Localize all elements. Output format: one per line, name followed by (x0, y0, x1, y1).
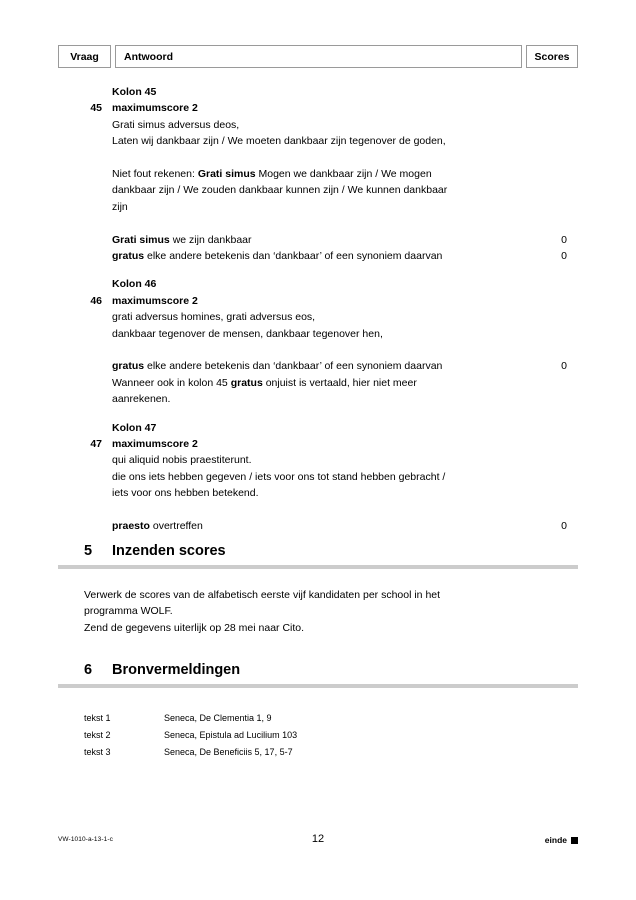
source-reference: Seneca, De Beneficiis 5, 17, 5-7 (164, 747, 293, 757)
section-number: 5 (84, 543, 93, 559)
exam-code: VW-1010-a-13-1-c (58, 836, 113, 843)
blank-line (112, 150, 518, 166)
deduction-term: gratus (112, 250, 145, 263)
deduction-row (112, 518, 567, 534)
kolon-title-46: Kolon 46 (112, 278, 157, 291)
question-number-46: 46 (90, 294, 102, 307)
column-header-antwoord: Antwoord (115, 45, 522, 68)
section-body (58, 587, 578, 636)
question-number-47: 47 (90, 438, 102, 451)
section-title-text: Inzenden scores (112, 543, 226, 559)
note-prefix: Wanneer ook in kolon 45 (112, 376, 231, 389)
answer-line: iets voor ons hebben betekend. (112, 487, 259, 500)
kolon-title-45: Kolon 45 (112, 86, 157, 98)
maximumscore-47: maximumscore 2 (112, 438, 198, 451)
blank-line (112, 502, 518, 518)
deduction-row (112, 232, 567, 248)
section-heading (58, 662, 578, 678)
column-header-vraag: Vraag (58, 45, 111, 68)
kolon-title-47: Kolon 47 (112, 421, 157, 434)
end-label: einde (544, 835, 567, 845)
source-label: tekst 2 (84, 730, 111, 740)
note-latin-term: gratus (230, 376, 263, 389)
source-label: tekst 1 (84, 713, 111, 723)
deduction-row (112, 248, 567, 264)
section-divider (58, 684, 578, 688)
section-title-text: Bronvermeldingen (112, 662, 241, 678)
answer-line: qui aliquid nobis praestiterunt. (112, 454, 252, 467)
deduction-score: 0 (561, 233, 567, 246)
end-marker (545, 835, 578, 845)
deduction-row (112, 358, 567, 374)
source-reference: Seneca, Epistula ad Lucilium 103 (164, 730, 298, 740)
note-rest: Mogen we dankbaar zijn / We mogen (255, 168, 432, 181)
deduction-score: 0 (561, 360, 567, 373)
answer-line: grati adversus homines, grati adversus eos, (112, 311, 316, 324)
page-footer (58, 833, 578, 853)
deduction-score: 0 (561, 520, 567, 533)
deduction-text: elke andere betekenis dan ‘dankbaar’ of een synoniem daarvan (144, 250, 443, 263)
blank-line (112, 215, 518, 231)
deduction-text: elke andere betekenis dan ‘dankbaar’ of een synoniem daarvan (144, 360, 443, 373)
question-number-45: 45 (90, 102, 102, 115)
section-heading (58, 543, 578, 559)
body-line: programma WOLF. (84, 605, 173, 618)
note-line: dankbaar zijn / We zouden dankbaar kunnen zijn / We kunnen dankbaar (112, 184, 448, 197)
answer-line: Laten wij dankbaar zijn / We moeten dankbaar zijn tegenover de goden, (112, 135, 446, 148)
maximumscore-46: maximumscore 2 (112, 294, 198, 307)
source-list (58, 710, 578, 761)
deduction-score: 0 (561, 250, 567, 263)
question-block-45 (58, 84, 578, 264)
answer-line: die ons iets hebben gegeven / iets voor ons tot stand hebben gebracht / (112, 470, 446, 483)
note-rest: onjuist is vertaald, hier niet meer (262, 376, 417, 389)
body-line: Verwerk de scores van de alfabetisch eerste vijf kandidaten per school in het (84, 589, 441, 601)
maximumscore-45: maximumscore 2 (112, 102, 198, 115)
question-block-46 (58, 276, 578, 407)
note-line (112, 166, 518, 182)
deduction-text: we zijn dankbaar (169, 233, 252, 246)
list-item (84, 710, 578, 727)
note-line: zijn (112, 200, 128, 213)
section-inzenden-scores (58, 543, 578, 636)
column-header-scores: Scores (526, 45, 578, 68)
note-prefix: Niet fout rekenen: (112, 168, 198, 181)
question-block-47 (58, 420, 578, 535)
section-bronvermeldingen (58, 662, 578, 761)
square-icon (571, 837, 578, 844)
deduction-term: praesto (112, 520, 150, 533)
note-line (112, 375, 518, 391)
section-divider (58, 565, 578, 569)
section-number: 6 (84, 662, 93, 678)
blank-line (112, 342, 518, 358)
answer-line: Grati simus adversus deos, (112, 118, 240, 131)
deduction-text: overtreffen (149, 520, 203, 533)
source-label: tekst 3 (84, 747, 111, 757)
list-item (84, 727, 578, 744)
source-reference: Seneca, De Clementia 1, 9 (164, 713, 272, 723)
answer-table-header (58, 45, 578, 68)
page-number: 12 (311, 833, 325, 845)
note-line: aanrekenen. (112, 393, 171, 406)
deduction-term: Grati simus (112, 233, 170, 246)
answer-list (58, 84, 578, 547)
body-line: Zend de gegevens uiterlijk op 28 mei naar Cito. (84, 621, 305, 634)
note-latin-term: Grati simus (197, 168, 256, 181)
list-item (84, 744, 578, 761)
answer-line: dankbaar tegenover de mensen, dankbaar tegenover hen, (112, 327, 383, 340)
deduction-term: gratus (112, 360, 145, 373)
